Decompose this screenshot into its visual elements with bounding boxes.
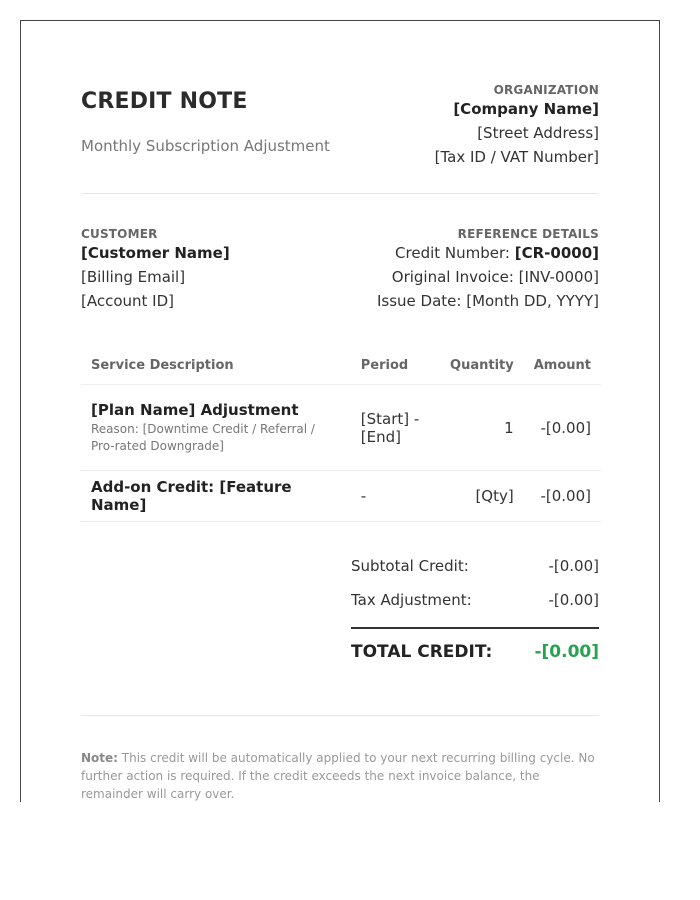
customer-email: [Billing Email] bbox=[81, 268, 186, 286]
subtotal-label: Subtotal Credit: bbox=[351, 557, 469, 575]
credit-number-value: [CR-0000] bbox=[514, 244, 599, 262]
item-amount: -[0.00] bbox=[524, 471, 601, 522]
item-name: Add-on Credit: [Feature Name] bbox=[91, 478, 292, 514]
tax-adjustment-label: Tax Adjustment: bbox=[351, 591, 472, 609]
table-row bbox=[81, 471, 601, 522]
table-row bbox=[81, 385, 601, 471]
table-header-row bbox=[81, 347, 601, 385]
credit-number-label: Credit Number: bbox=[395, 244, 515, 262]
subtotal-row bbox=[351, 549, 599, 583]
note-text: This credit will be automatically applied to your next recurring billing cycle. No further action is required. If the credit exceeds the next invoice balance, the remainder will carry over. bbox=[81, 751, 595, 801]
item-period-end: [End] bbox=[360, 427, 401, 446]
organization-tax-id: [Tax ID / VAT Number] bbox=[434, 148, 599, 166]
customer-account-id: [Account ID] bbox=[81, 292, 175, 310]
document-subtitle: Monthly Subscription Adjustment bbox=[81, 137, 330, 155]
header-period: Period bbox=[351, 347, 440, 385]
item-amount: -[0.00] bbox=[524, 385, 601, 471]
item-description-cell bbox=[81, 471, 351, 522]
item-period-cell bbox=[351, 385, 440, 471]
page-content bbox=[81, 21, 599, 802]
total-credit-value: -[0.00] bbox=[534, 642, 599, 662]
customer-block bbox=[81, 227, 230, 313]
item-quantity: [Qty] bbox=[440, 471, 524, 522]
item-description-cell bbox=[81, 385, 351, 471]
customer-label: CUSTOMER bbox=[81, 227, 158, 241]
total-credit-label: TOTAL CREDIT: bbox=[351, 642, 493, 662]
header-amount: Amount bbox=[524, 347, 601, 385]
tax-adjustment-value: -[0.00] bbox=[548, 591, 599, 609]
item-quantity: 1 bbox=[440, 385, 524, 471]
reference-details-block bbox=[377, 227, 599, 313]
line-items-table bbox=[81, 347, 601, 522]
document-title: CREDIT NOTE bbox=[81, 89, 248, 114]
issue-date-line: Issue Date: [Month DD, YYYY] bbox=[376, 292, 599, 310]
note-label: Note: bbox=[81, 751, 118, 765]
credit-number-line bbox=[377, 241, 599, 265]
subtotal-value: -[0.00] bbox=[548, 557, 599, 575]
total-credit-row bbox=[351, 629, 599, 675]
header-quantity: Quantity bbox=[440, 347, 524, 385]
totals-block bbox=[351, 549, 599, 675]
organization-name: [Company Name] bbox=[453, 100, 599, 118]
footer-divider bbox=[81, 715, 599, 716]
tax-adjustment-row bbox=[351, 583, 599, 617]
header-divider bbox=[81, 193, 599, 194]
item-period-start: [Start] - bbox=[360, 409, 420, 428]
item-name: [Plan Name] Adjustment bbox=[91, 400, 299, 419]
credit-note-page bbox=[20, 20, 660, 802]
footer-note bbox=[81, 749, 599, 803]
original-invoice-line: Original Invoice: [INV-0000] bbox=[391, 268, 599, 286]
item-reason: Reason: [Downtime Credit / Referral / Pro-rated Downgrade] bbox=[91, 421, 315, 453]
item-period: - bbox=[351, 471, 440, 522]
organization-label: ORGANIZATION bbox=[493, 83, 599, 97]
organization-address: [Street Address] bbox=[477, 124, 599, 142]
header-service-description: Service Description bbox=[81, 347, 351, 385]
organization-block bbox=[435, 83, 599, 169]
reference-label: REFERENCE DETAILS bbox=[457, 227, 599, 241]
customer-name: [Customer Name] bbox=[81, 244, 230, 262]
